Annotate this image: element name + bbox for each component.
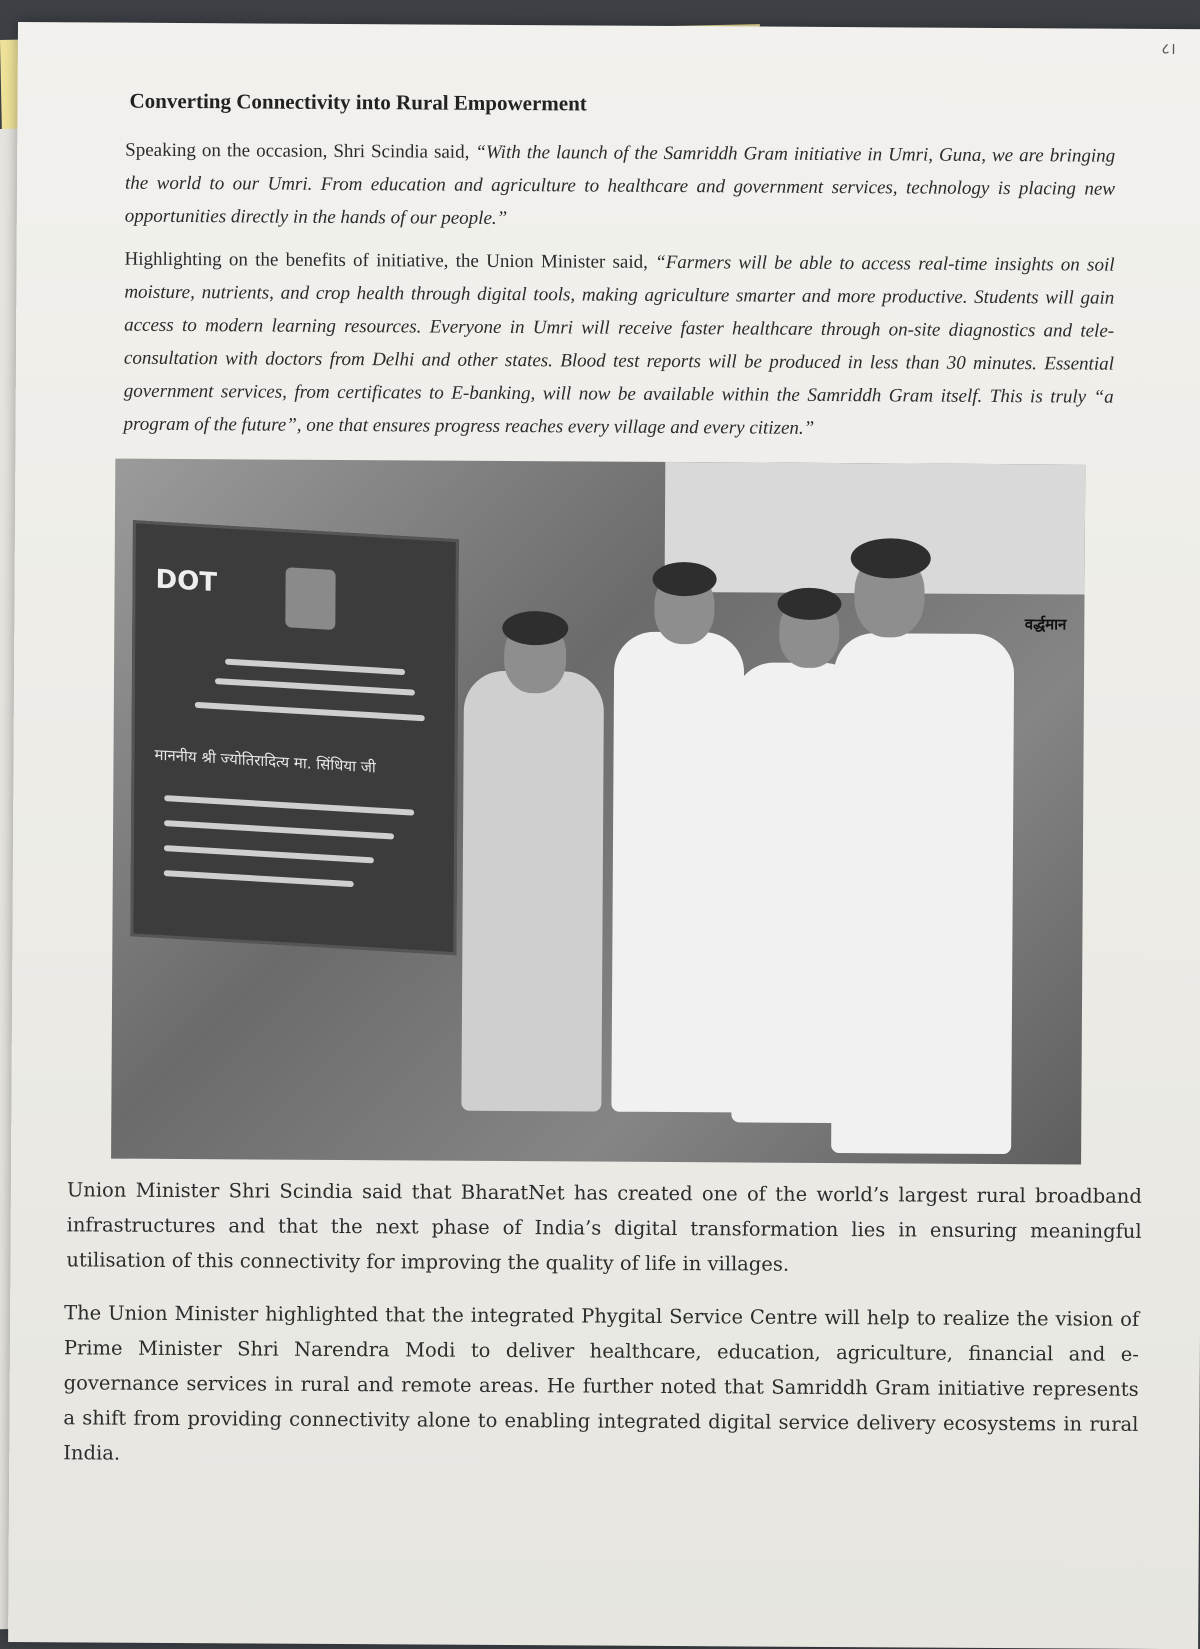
plaque-text-line: [215, 678, 415, 696]
person-4-hair: [851, 538, 931, 578]
paragraph-4: The Union Minister highlighted that the integrated Phygital Service Centre will help to realize the vision of Prime Minister Shri Narendra Modi to deliver healthcare, education, agriculture, financial and e-governance services in rural and remote areas. He further noted that Samriddh Gram initiative represents a shift from providing connectivity alone to enabling integrated digital service delivery ecosystems in rural India.: [63, 1301, 1140, 1465]
plaque-name: माननीय श्री ज्योतिरादित्य मा. सिंधिया जी: [154, 745, 376, 777]
signboard-text: वर्द्धमान: [1024, 615, 1067, 634]
event-photo: [111, 459, 1085, 1165]
plaque-text-line: [164, 845, 374, 863]
paragraph-3: Union Minister Shri Scindia said that BharatNet has created one of the world’s largest rural broadband infrastructures and that the next phase of India’s digital transformation lies in ensuring meaningful utilisation of this connectivity for improving the quality of life in villages.: [66, 1178, 1142, 1276]
plaque-text-line: [195, 702, 425, 721]
inauguration-plaque: [130, 520, 458, 955]
emblem-icon: [285, 567, 335, 630]
dot-logo: DOT: [155, 564, 218, 599]
person-3-hair: [777, 588, 841, 620]
person-2: [611, 632, 744, 1113]
person-1: [461, 671, 604, 1112]
document-page: [8, 22, 1200, 1649]
plaque-text-line: [164, 795, 414, 816]
person-2-hair: [653, 562, 717, 596]
article-body: [63, 88, 1142, 1477]
plaque-text-line: [164, 870, 354, 887]
paragraph-quote-2: Highlighting on the benefits of initiative, the Union Minister said, “Farmers will be able to access real-time insights on soil moisture, nutrients, and crop health through digital tools, making agriculture smarter and more productive. Students will gain access to modern learning resources. Everyone in Umri will receive faster healthcare through on-site diagnostics and tele-consultation with doctors from Delhi and other states. Blood test reports will be produced in less than 30 minutes. Essential government services, from certificates to E-banking, will now be available within the Samriddh Gram itself. This is truly “a program of the future”, one that ensures progress reaches every village and every citizen.”: [123, 248, 1115, 439]
section-heading: Converting Connectivity into Rural Empowerment: [129, 88, 587, 116]
plaque-text-line: [225, 659, 405, 676]
paragraph-quote-1: Speaking on the occasion, Shri Scindia said, “With the launch of the Samriddh Gram initiative in Umri, Guna, we are bringing the world to our Umri. From education and agriculture to healthcare and government services, technology is placing new opportunities directly in the hands of our people.”: [124, 139, 1116, 229]
page-number: ८।: [1161, 38, 1176, 59]
person-1-hair: [502, 611, 568, 645]
person-4: [831, 633, 1014, 1154]
plaque-text-line: [164, 820, 394, 839]
